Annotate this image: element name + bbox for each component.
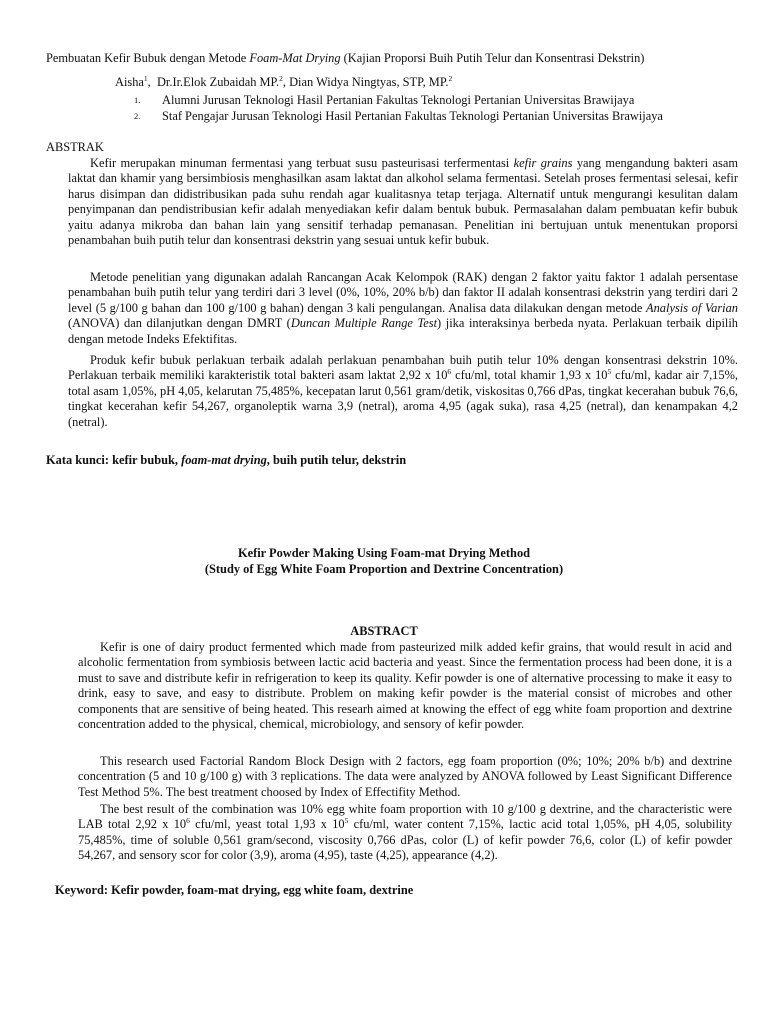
affiliation-text: Alumni Jurusan Teknologi Hasil Pertanian Fakultas Teknologi Pertanian Universitas Brawijaya [162,93,635,107]
abstrak-paragraph [68,156,738,249]
abstrak-paragraph [68,270,738,347]
abstract-text: The best result of the combination was 10% egg white foam proportion with 10 g/100 g dextrine, and the characteristic were LAB total 2,92 x 10 [78,802,732,832]
exponent: 6 [447,367,452,377]
affiliation-item [134,109,663,124]
abstrak-italic-term: Analysis of Varian [646,300,738,315]
abstrak-text: (ANOVA) dan dilanjutkan dengan DMRT ( [68,316,291,331]
abstract-heading: ABSTRACT [350,624,418,638]
abstrak-text: cfu/ml, kadar air 7,15%, total asam 1,05%, pH 4,05, kelarutan 75,485%, kecepatan larut 0,561 gram/detik, viskositas 0,766 dPas, tingkat kecerahan bubuk 76,6, tingkat kecerahan kefir 54,267, organoleptik warna 3,9 (netral), aroma 4,95 (agak suka), rasa 4,25 (netral), dan kenampakan 4,2 (netral). [68,368,738,429]
author-separator: , [282,75,290,89]
author-line [115,75,452,90]
affiliation-number: 2. [134,111,141,121]
keyword-italic: foam-mat drying [181,453,267,467]
author-affiliation-mark: 2 [448,73,453,83]
abstract-text: cfu/ml, yeast total 1,93 x 10 [189,817,345,832]
author-name: Aisha [115,75,144,89]
abstrak-text: Kefir merupakan minuman fermentasi yang terbuat susu pasteurisasi terfermentasi [90,156,514,170]
abstract-paragraph [78,802,732,864]
abstract-paragraph: This research used Factorial Random Block Design with 2 factors, egg foam proportion (0%; 10%; 20% b/b) and dextrine concentration (5 and 10 g/100 g) with 3 replications. The data were analyzed by ANOVA followed by Least Significant Difference Test Method 5%. The best treatment choosed by Index of Effectifity Method. [78,754,732,799]
title-text: Pembuatan Kefir Bubuk dengan Metode [46,51,250,65]
keyword-line: Keyword: Kefir powder, foam-mat drying, egg white foam, dextrine [55,883,414,897]
abstrak-italic-term: kefir grains [513,156,573,170]
affiliation-number: 1. [134,95,141,105]
exponent: 6 [186,816,190,826]
abstract-text: cfu/ml, water content 7,15%, lactic acid total 1,05%, pH 4,05, solubility 75,485%, time of soluble 0,561 gram/second, viscosity 0,766 dPas, color (L) of kefir powder 76,6, color (L) of kefir powder 54,267, and sensory scor for color (3,9), aroma (4,95), taste (4,25), appearance (4,2). [78,817,733,863]
author-affiliation-mark: 1 [143,73,148,83]
title-italic: Foam-Mat Drying [249,51,341,65]
english-subtitle: (Study of Egg White Foam Proportion and Dextrine Concentration) [204,562,564,576]
keyword-list: , buih putih telur, dekstrin [266,453,407,467]
abstrak-text: ) jika interaksinya berbeda nyata. Perlakuan terbaik dipilih dengan metode Indeks Efektifitas. [68,316,738,346]
abstract-paragraph: Kefir is one of dairy product fermented which made from pasteurized milk added kefir grains, that would result in acid and alcoholic fermentation from symbiosis between lactic acid bacteria and yeast. Since the fermentation process had been done, it is a must to save and distribute kefir in refrigeration to keep its quality. Kefir powder is one of alternative processing to make it easy to drink, easy to save, and easy to distribute. Problem on making kefir powder is the material consist of microbes and other components that are sensitive of being heated. This researh aimed at knowing the effect of egg white foam proportion and dextrine concentration added to the physical, chemical, microbiology, and sensory of kefir powder. [78,640,732,732]
abstrak-heading: ABSTRAK [46,140,104,154]
keyword-label: Kata kunci: kefir bubuk, [46,453,182,467]
author-name: Dian Widya Ningtyas, STP, MP. [289,75,449,89]
author-affiliation-mark: 2 [279,73,283,83]
kata-kunci [46,453,406,468]
affiliation-text: Staf Pengajar Jurusan Teknologi Hasil Pertanian Fakultas Teknologi Pertanian Universitas Brawijaya [162,109,663,123]
abstrak-text: yang mengandung bakteri asam laktat dan khamir yang bersimbiosis menghasilkan asam laktat dan alkohol selama fermentasi. Setelah proses fermentasi selesai, kefir harus disimpan dan didistribusikan pada suhu rendah agar kualitasnya tetap terjaga. Alternatif untuk mengurangi kesulitan dalam penyimpanan dan pendistribusian kefir adalah menyediakan kefir dalam bentuk bubuk. Permasalahan dalam pembuatan kefir bubuk yaitu adanya mikroba dan bahan lain yang sensitif terhadap pemanasan. Penelitian ini bertujuan untuk menentukan proporsi penambahan buih putih telur dan konsentrasi dekstrin yang sesuai untuk kefir bubuk. [68,156,738,248]
title-subtitle: (Kajian Proporsi Buih Putih Telur dan Konsentrasi Dekstrin) [340,51,645,65]
paper-title [46,51,644,66]
abstrak-text: Metode penelitian yang digunakan adalah Rancangan Acak Kelompok (RAK) dengan 2 faktor yaitu faktor 1 adalah persentase penambahan buih putih telur yang terdiri dari 3 level (0%, 10%, 20% b/b) dan faktor II adalah konsentrasi dekstrin yang terdiri dari 2 level (5 g/100 g bahan dan 100 g/100 g bahan) dengan 3 kali pengulangan. Analisa data dilakukan dengan metode [68,270,738,315]
exponent: 5 [344,816,349,826]
abstrak-text: Produk kefir bubuk perlakuan terbaik adalah perlakuan penambahan buih putih telur 10% dengan konsentrasi dekstrin 10%. Perlakuan terbaik memiliki karakteristik total bakteri asam laktat 2,92 x 10 [68,353,738,383]
english-title: Kefir Powder Making Using Foam-mat Drying Method [237,546,531,560]
author-separator: , [147,75,157,89]
exponent: 5 [607,367,612,377]
affiliation-item [134,93,634,108]
abstrak-text: cfu/ml, total khamir 1,93 x 10 [451,368,608,383]
abstrak-paragraph [68,353,738,430]
abstrak-italic-term: Duncan Multiple Range Test [290,316,438,331]
author-name: Dr.Ir.Elok Zubaidah MP. [156,75,280,89]
